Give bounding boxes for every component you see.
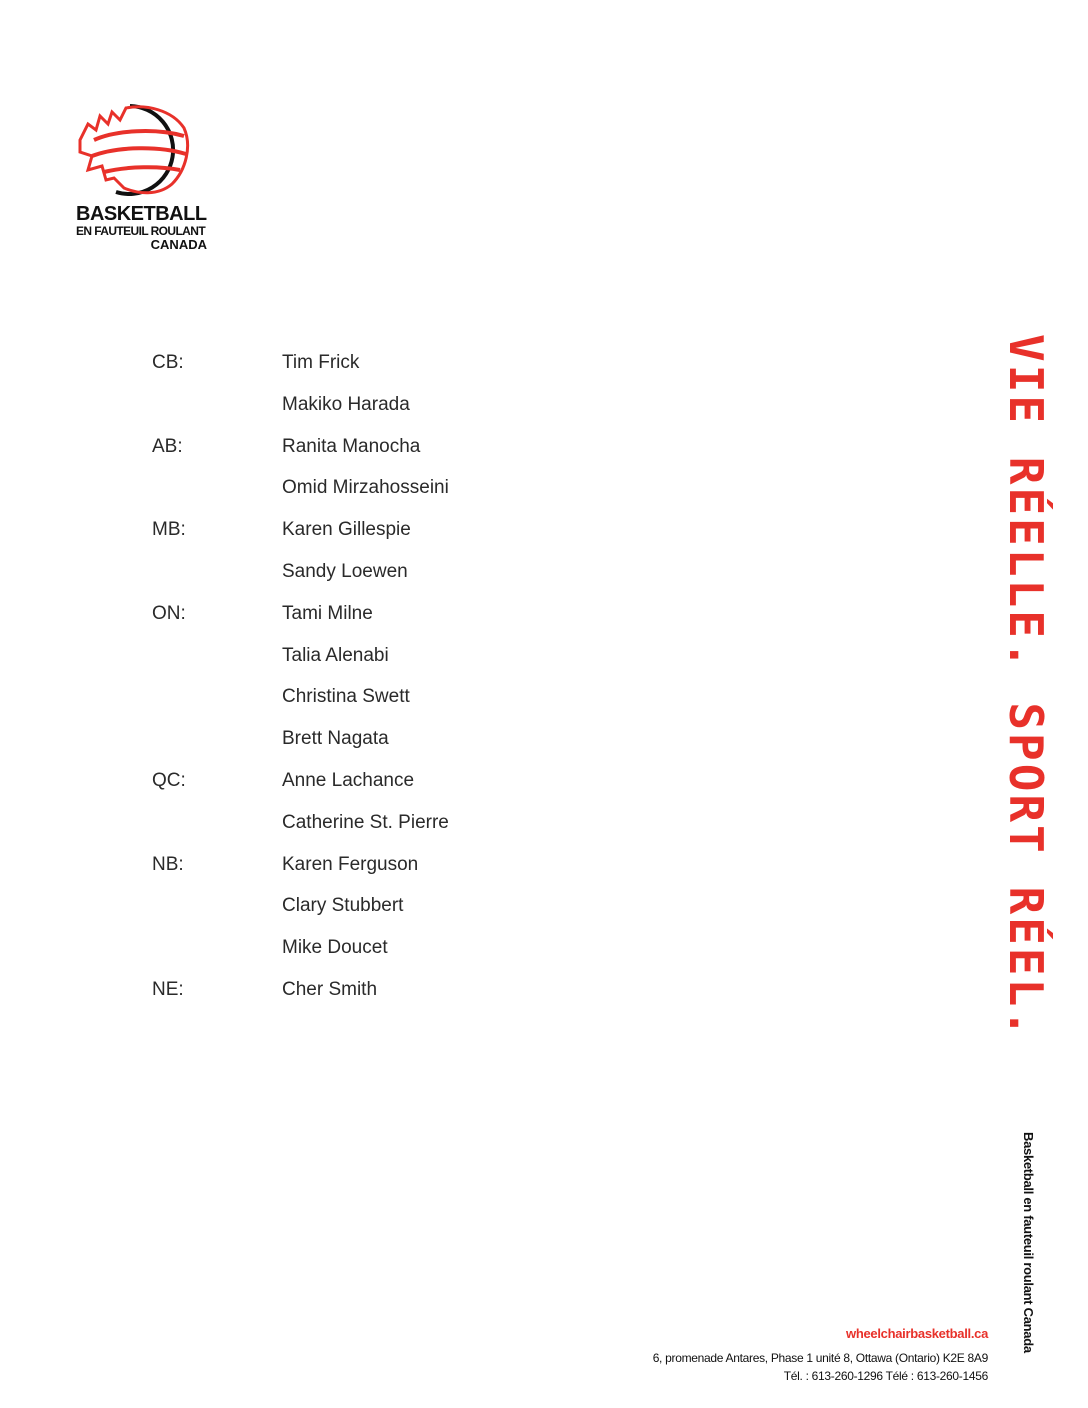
member-name: Karen Gillespie (282, 519, 411, 541)
member-name: Makiko Harada (282, 393, 410, 415)
logo-line-3: CANADA (150, 237, 207, 252)
basketball-maple-leaf-icon (76, 100, 200, 200)
province-label: QC: (152, 769, 186, 791)
member-name: Ranita Manocha (282, 435, 421, 457)
member-name: Catherine St. Pierre (282, 811, 449, 833)
province-label: MB: (152, 519, 186, 541)
member-name: Anne Lachance (282, 769, 415, 791)
website-link[interactable]: wheelchairbasketball.ca (846, 1326, 988, 1341)
province-label: NB: (152, 853, 184, 875)
address: 6, promenade Antares, Phase 1 unité 8, Ottawa (Ontario) K2E 8A9 (652, 1351, 988, 1365)
logo (76, 100, 216, 251)
member-name: Karen Ferguson (282, 853, 419, 875)
member-name: Tami Milne (282, 602, 373, 624)
member-name: Christina Swett (282, 686, 410, 708)
member-name: Talia Alenabi (282, 644, 389, 666)
member-name: Sandy Loewen (282, 560, 408, 582)
member-name: Clary Stubbert (282, 895, 404, 917)
member-name: Tim Frick (282, 352, 360, 373)
member-name: Mike Doucet (282, 937, 388, 959)
footer (653, 1326, 988, 1383)
province-label: AB: (152, 435, 183, 457)
member-name: Cher Smith (282, 978, 378, 1000)
province-label: CB: (152, 352, 184, 373)
logo-line-1: BASKETBALL (76, 203, 207, 225)
province-label: NE: (152, 978, 184, 1000)
logo-line-2: EN FAUTEUIL ROULANT (76, 224, 206, 238)
member-name: Omid Mirzahosseini (282, 477, 449, 499)
province-label: ON: (152, 602, 186, 624)
org-name-vertical: Basketball en fauteuil roulant Canada (1021, 1132, 1036, 1353)
slogan: VIE RÉELLE. SPORT RÉEL. (999, 334, 1053, 1040)
member-name: Brett Nagata (282, 728, 389, 750)
phone-numbers: Tél. : 613-260-1296 Télé : 613-260-1456 (783, 1369, 988, 1383)
